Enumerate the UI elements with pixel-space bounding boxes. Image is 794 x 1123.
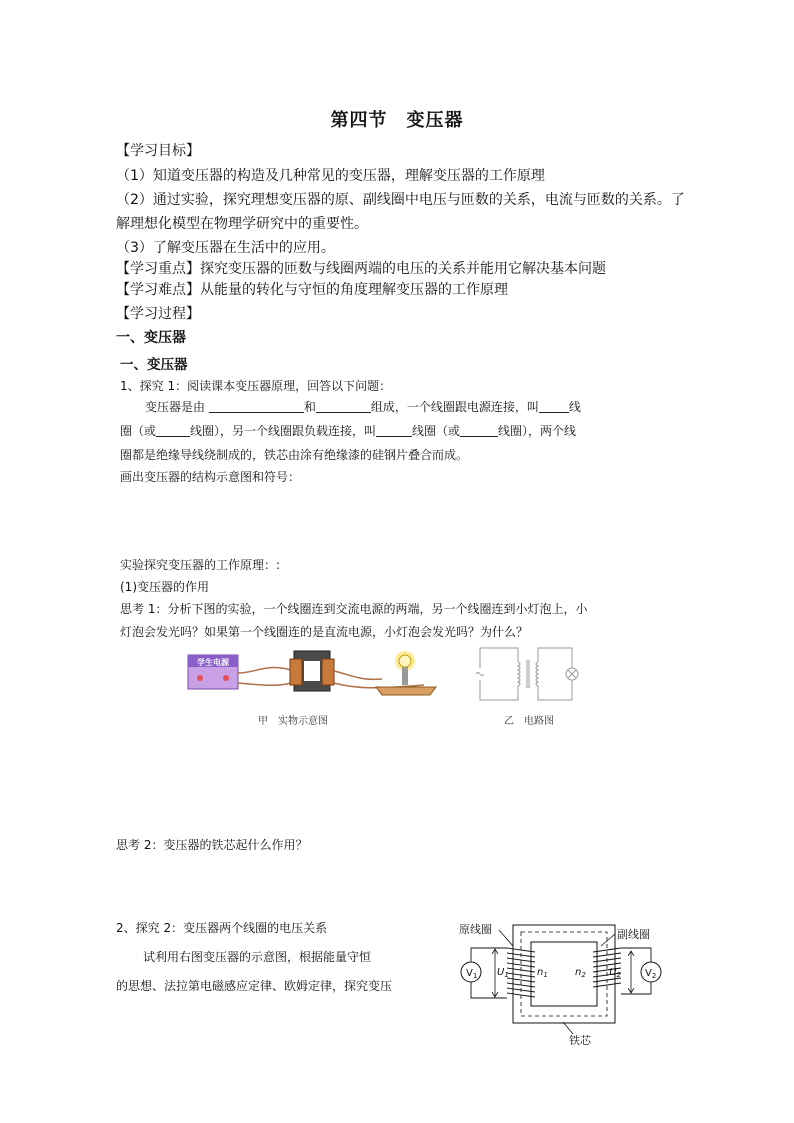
u1-label: $U_1$ bbox=[497, 967, 509, 979]
voltmeter-2-label: $V_2$ bbox=[645, 968, 657, 980]
experiment-physical-figure bbox=[186, 645, 446, 705]
bulb-base bbox=[376, 687, 436, 695]
inquiry1-line1-a: 变压器是由 bbox=[145, 400, 206, 414]
wire bbox=[238, 668, 291, 673]
think1-line1: 思考 1：分析下图的实验，一个线圈连到交流电源的两端，另一个线圈连到小灯泡上，小 bbox=[120, 602, 588, 616]
process-label: 【学习过程】 bbox=[116, 306, 200, 322]
inquiry1-line1-b: 和 bbox=[303, 400, 316, 414]
inquiry1-line1 bbox=[145, 398, 581, 415]
inquiry1-line3: 圈都是绝缘导线绕制成的，铁芯由涂有绝缘漆的硅钢片叠合而成。 bbox=[120, 448, 469, 462]
blank-1[interactable] bbox=[209, 398, 304, 413]
power-supply-label: 学生电源 bbox=[197, 658, 229, 667]
blank-2[interactable] bbox=[316, 398, 371, 413]
circuit-wire bbox=[538, 648, 572, 668]
goal-item-1: （1）知道变压器的构造及几种常见的变压器，理解变压器的工作原理 bbox=[116, 168, 545, 184]
primary-coil-label: 原线圈 bbox=[459, 923, 492, 936]
think1-line2: 灯泡会发光吗？如果第一个线圈连的是直流电源，小灯泡会发光吗？为什么？ bbox=[120, 625, 529, 639]
inquiry1-line2-b: 线圈），另一个线圈跟负载连接，叫 bbox=[190, 424, 377, 438]
leader-line bbox=[563, 1022, 573, 1034]
wire bbox=[334, 671, 382, 679]
core-outer bbox=[513, 925, 615, 1023]
ac-source-icon bbox=[476, 673, 484, 676]
secondary-coil-label: 副线圈 bbox=[617, 928, 650, 941]
core-label: 铁芯 bbox=[569, 1034, 591, 1047]
bulb-stand bbox=[402, 667, 408, 685]
blank-5[interactable] bbox=[376, 422, 412, 437]
inquiry1-line2-c: 线圈（或 bbox=[412, 424, 461, 438]
circuit-wire bbox=[538, 680, 572, 700]
inquiry1-line2 bbox=[120, 422, 576, 439]
primary-coil-symbol bbox=[518, 662, 520, 686]
leader-line bbox=[499, 930, 513, 946]
difficulty: 【学习难点】从能量的转化与守恒的角度理解变压器的工作原理 bbox=[116, 282, 508, 298]
inquiry2-line1: 试利用右图变压器的示意图，根据能量守恒 bbox=[143, 950, 372, 964]
key-point: 【学习重点】探究变压器的匝数与线圈两端的电压的关系并能用它解决基本问题 bbox=[116, 261, 606, 277]
inquiry2-heading: 2、探究 2：变压器两个线圈的电压关系 bbox=[116, 921, 328, 935]
inquiry2-line2: 的思想、法拉第电磁感应定律、欧姆定律，探究变压 bbox=[116, 979, 393, 993]
experiment-circuit-figure bbox=[470, 640, 590, 708]
transformer-diagram bbox=[455, 920, 665, 1050]
secondary-coil bbox=[322, 659, 334, 685]
goal-item-3: （3）了解变压器在生活中的应用。 bbox=[116, 240, 335, 256]
subsection-heading: 一、变压器 bbox=[120, 357, 188, 373]
goal-item-2-line2: 解理想化模型在物理学研究中的重要性。 bbox=[116, 216, 368, 232]
figure-caption-left: 甲 实物示意图 bbox=[258, 716, 328, 727]
figure-caption-right: 乙 电路图 bbox=[504, 716, 554, 727]
page-title: 第四节 变压器 bbox=[330, 110, 464, 131]
experiment-heading: 实验探究变压器的工作原理：: bbox=[120, 558, 281, 572]
inquiry1-line2-a: 圈（或 bbox=[120, 424, 157, 438]
inquiry1-line1-c: 组成，一个线圈跟电源连接，叫 bbox=[370, 400, 539, 414]
bulb-icon bbox=[399, 655, 411, 667]
u2-label: $U_2$ bbox=[609, 967, 621, 979]
lamp-cross bbox=[568, 670, 576, 678]
primary-coil bbox=[290, 659, 302, 685]
experiment-subheading: (1)变压器的作用 bbox=[120, 580, 209, 594]
blank-3[interactable] bbox=[539, 398, 569, 413]
draw-instruction: 画出变压器的结构示意图和符号： bbox=[120, 470, 301, 484]
blank-4[interactable] bbox=[156, 422, 190, 437]
inquiry1-heading: 1、探究 1：阅读课本变压器原理，回答以下问题： bbox=[120, 379, 392, 393]
voltmeter-1-label: $V_1$ bbox=[466, 968, 478, 980]
circuit-wire bbox=[480, 648, 518, 662]
n1-label: $n_1$ bbox=[537, 967, 548, 979]
circuit-wire bbox=[480, 680, 518, 700]
think2: 思考 2：变压器的铁芯起什么作用？ bbox=[116, 838, 308, 852]
goal-item-2-line1: （2）通过实验，探究理想变压器的原、副线圈中电压与匝数的关系，电流与匝数的关系。了 bbox=[116, 192, 685, 208]
blank-6[interactable] bbox=[460, 422, 498, 437]
secondary-coil-symbol bbox=[536, 662, 538, 686]
core-flux-path bbox=[521, 932, 607, 1016]
wire bbox=[238, 683, 291, 685]
core-window bbox=[304, 661, 320, 681]
inquiry1-line1-d: 线 bbox=[568, 400, 581, 414]
n2-label: $n_2$ bbox=[575, 967, 586, 979]
terminal-icon bbox=[223, 675, 229, 681]
section-heading: 一、变压器 bbox=[116, 330, 186, 346]
leader-line bbox=[601, 934, 615, 946]
inquiry1-line2-d: 线圈），两个线 bbox=[498, 424, 577, 438]
terminal-icon bbox=[197, 675, 203, 681]
goals-label: 【学习目标】 bbox=[116, 143, 200, 159]
